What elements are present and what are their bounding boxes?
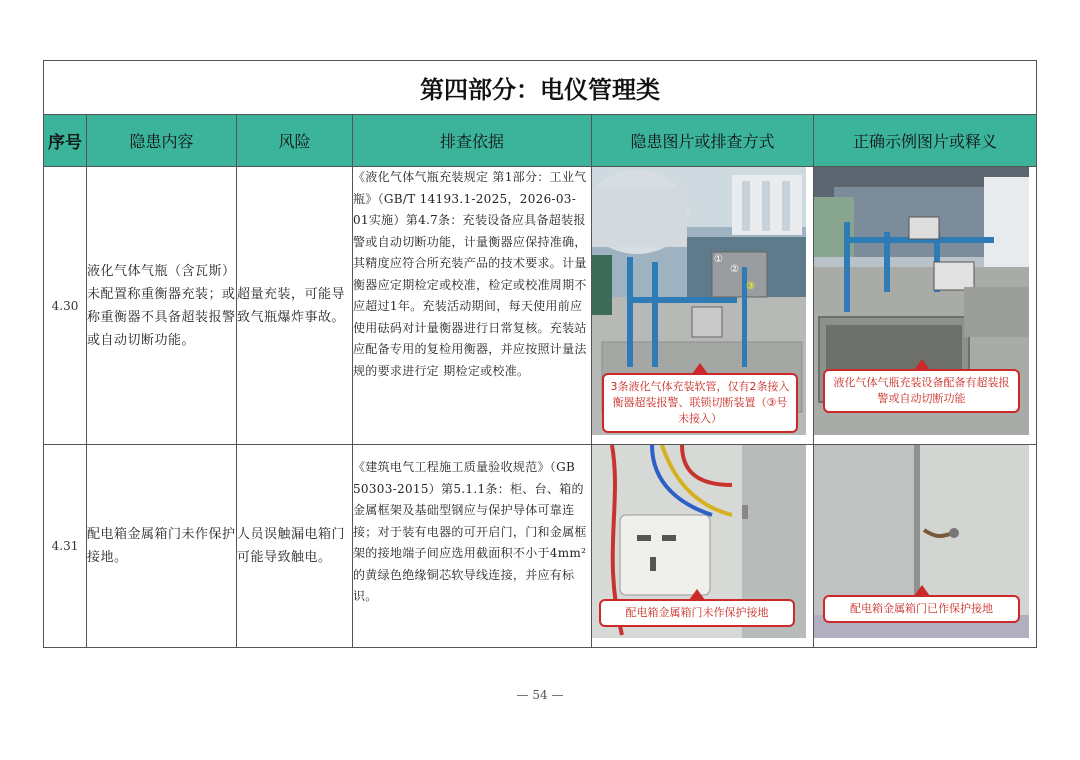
- row-risk-text: 人员误触漏电箱门可能导致触电。: [237, 445, 353, 648]
- row-basis-text: 《建筑电气工程施工质量验收规范》（GB 50303-2015）第5.1.1条：柜、台、箱的金属框架及基础型钢应与保护导体可靠连接；对于装有电器的可开启门，门和金属框架的接地端子间应选用截面积不小于4mm²的黄绿色绝缘铜芯软导线连接，并应有标识。: [353, 445, 592, 648]
- correct-callout: 配电箱金属箱门已作保护接地: [823, 595, 1020, 623]
- row-basis-text: 《液化气体气瓶充装规定 第1部分：工业气瓶》（GB/T 14193.1-2025，2026-03-01实施）第4.7条：充装设备应具备超装报警或自动切断功能，计量衡器应保持准确，其精度应符合所充装产品的技术要求。计量衡器应定期检定或校准，检定或校准周期不应超过1年。充装活动期间，每天使用前应使用砝码对计量衡器进行日常复核。充装站应配备专用的复检用衡器，并应按照计量法规的要求进行定 期检定或校准。: [353, 167, 592, 445]
- hazard-photo-distribution-box: [592, 445, 813, 638]
- table-row: [44, 445, 1037, 648]
- row-risk-text: 超量充装，可能导致气瓶爆炸事故。: [237, 167, 353, 445]
- correct-photo-distribution-box: [814, 445, 1036, 638]
- header-basis: 排查依据: [353, 115, 592, 167]
- header-seq: 序号: [44, 115, 87, 167]
- table-header-row: [44, 115, 1037, 167]
- hazard-table: [43, 60, 1037, 648]
- correct-photo-cell: [814, 445, 1037, 648]
- row-seq: 4.31: [44, 445, 87, 648]
- marker-1: ①: [714, 254, 723, 265]
- table-row: [44, 167, 1037, 445]
- hazard-callout: 配电箱金属箱门未作保护接地: [599, 599, 795, 627]
- hazard-callout: 3条液化气体充装软管，仅有2条接入衡器超装报警、联锁切断装置（③号未接入）: [602, 373, 798, 433]
- correct-callout: 液化气体气瓶充装设备配备有超装报警或自动切断功能: [823, 369, 1020, 413]
- header-risk: 风险: [237, 115, 353, 167]
- marker-3: ③: [746, 281, 755, 292]
- hazard-photo-gas-filling: [592, 167, 813, 435]
- correct-photo-cell: [814, 167, 1037, 445]
- document-sheet: [43, 60, 1036, 648]
- row-hazard-text: 配电箱金属箱门未作保护接地。: [87, 445, 237, 648]
- page-number: — 54 —: [516, 688, 564, 702]
- header-hazard: 隐患内容: [87, 115, 237, 167]
- correct-photo-gas-filling: [814, 167, 1036, 435]
- row-seq: 4.30: [44, 167, 87, 445]
- page-title: 第四部分：电仪管理类: [44, 61, 1037, 115]
- hazard-photo-cell: [592, 445, 814, 648]
- row-hazard-text: 液化气体气瓶（含瓦斯）未配置称重衡器充装；或称重衡器不具备超装报警或自动切断功能。: [87, 167, 237, 445]
- header-correct-example: 正确示例图片或释义: [814, 115, 1037, 167]
- hazard-photo-cell: [592, 167, 814, 445]
- marker-2: ②: [730, 264, 739, 275]
- header-hazard-image: 隐患图片或排查方式: [592, 115, 814, 167]
